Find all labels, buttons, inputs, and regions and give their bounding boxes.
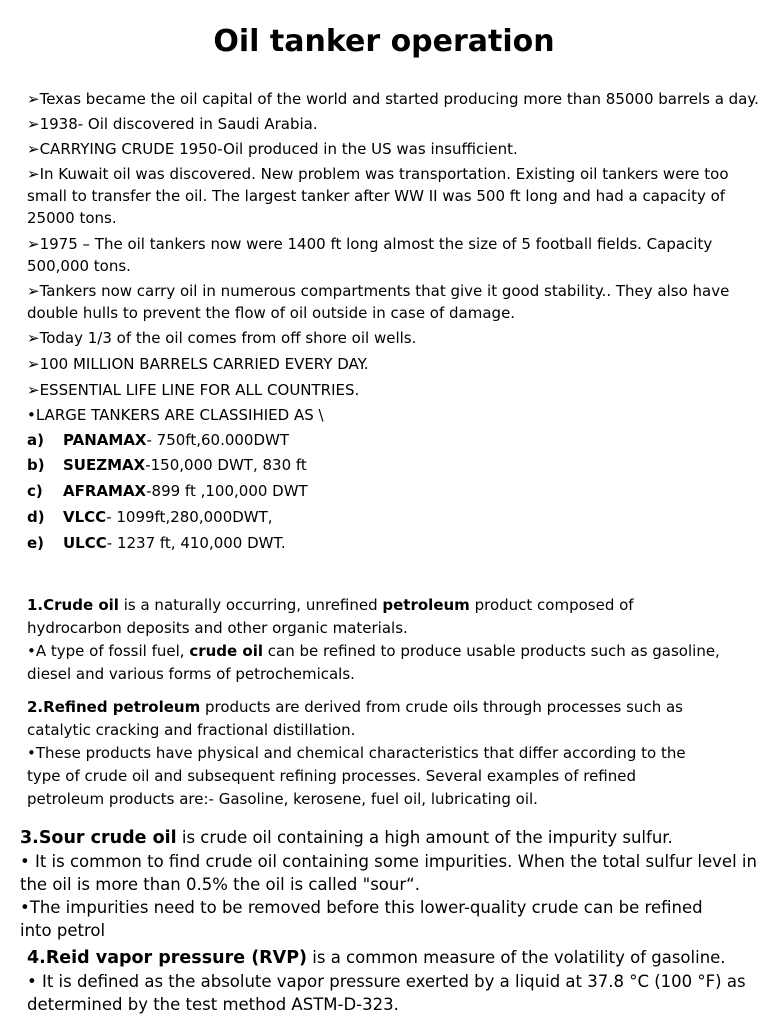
- section-refined-petroleum: [27, 696, 686, 811]
- class-ulcc: [27, 532, 286, 554]
- bullet-life-line: ➢ ESSENTIAL LIFE LINE FOR ALL COUNTRIES.: [27, 379, 359, 401]
- bullet-kuwait-line3: 25000 tons.: [27, 209, 117, 227]
- sour-crude-bullet1-line1: • It is common to find crude oil containing some impurities. When the total sulfur level in: [20, 850, 757, 873]
- class-label: a): [27, 431, 44, 449]
- sour-crude-definition: [20, 826, 757, 850]
- class-aframax: [27, 480, 308, 502]
- bullet-texas: ➢ Texas became the oil capital of the world and started producing more than 85000 barrels a day.: [27, 88, 759, 110]
- class-spec: -899 ft ,100,000 DWT: [146, 482, 308, 500]
- term-petroleum: petroleum: [382, 596, 470, 614]
- bullet-text-end: can be refined to produce usable products such as gasoline,: [263, 642, 720, 660]
- crude-oil-bullet-line2: diesel and various forms of petrochemicals.: [27, 665, 355, 683]
- class-spec: - 1237 ft, 410,000 DWT.: [106, 534, 286, 552]
- bullet-million-barrels: ➢ 100 MILLION BARRELS CARRIED EVERY DAY.: [27, 353, 368, 375]
- term-refined-petroleum: Refined petroleum: [43, 698, 201, 716]
- class-suezmax: [27, 454, 307, 476]
- class-spec: - 1099ft,280,000DWT,: [106, 508, 273, 526]
- class-spec: - 750ft,60.000DWT: [146, 431, 290, 449]
- class-panamax: [27, 429, 289, 451]
- rvp-bullet-line2: determined by the test method ASTM-D-323.: [27, 995, 399, 1014]
- bullet-kuwait: [27, 163, 729, 229]
- class-label: e): [27, 534, 45, 552]
- bullet-1975: [27, 233, 712, 277]
- bullet-compartments: [27, 280, 729, 324]
- rvp-definition: [27, 946, 746, 970]
- bullet-1975-line1: ➢ 1975 – The oil tankers now were 1400 ft long almost the size of 5 football fields. Capacity: [27, 233, 712, 255]
- class-name: PANAMAX: [63, 431, 147, 449]
- class-name: ULCC: [63, 534, 107, 552]
- class-vlcc: [27, 506, 273, 528]
- section-crude-oil: [27, 594, 720, 686]
- rvp-bullet-line1: • It is defined as the absolute vapor pressure exerted by a liquid at 37.8 °C (100 °F) as: [27, 970, 746, 993]
- section-number: 2.: [27, 698, 44, 716]
- term-crude-oil-inline: crude oil: [189, 642, 264, 660]
- classes-heading: • LARGE TANKERS ARE CLASSIHIED AS \: [27, 404, 324, 426]
- definition-text: is a naturally occurring, unrefined: [118, 596, 383, 614]
- sour-crude-bullet2-line1: • The impurities need to be removed before this lower-quality crude can be refined: [20, 896, 757, 919]
- class-spec: -150,000 DWT, 830 ft: [145, 456, 307, 474]
- term-sour-crude-oil: Sour crude oil: [38, 828, 177, 848]
- section-reid-vapor-pressure: [27, 946, 746, 1016]
- crude-oil-definition: [27, 594, 720, 617]
- term-crude-oil: Crude oil: [43, 596, 119, 614]
- definition-text: is crude oil containing a high amount of the impurity sulfur.: [176, 828, 673, 847]
- refined-petroleum-bullet-line3: petroleum products are:- Gasoline, kerosene, fuel oil, lubricating oil.: [27, 790, 538, 808]
- bullet-kuwait-line2: small to transfer the oil. The largest tanker after WW II was 500 ft long and had a capacity of: [27, 187, 726, 205]
- class-label: c): [27, 482, 43, 500]
- bullet-offshore: ➢ Today 1/3 of the oil comes from off shore oil wells.: [27, 327, 416, 349]
- definition-text: is a common measure of the volatility of gasoline.: [307, 948, 726, 967]
- section-sour-crude-oil: [20, 826, 757, 942]
- section-number: 1.: [27, 596, 44, 614]
- bullet-carrying-crude: ➢ CARRYING CRUDE 1950-Oil produced in the US was insufficient.: [27, 138, 518, 160]
- sour-crude-bullet1-line2: the oil is more than 0.5% the oil is called "sour“.: [20, 875, 420, 894]
- bullet-compartments-line1: ➢ Tankers now carry oil in numerous compartments that give it good stability.. They also have: [27, 280, 729, 302]
- bullet-1975-line2: 500,000 tons.: [27, 257, 131, 275]
- sour-crude-bullet2-line2: into petrol: [20, 921, 106, 940]
- refined-petroleum-bullet-line2: type of crude oil and subsequent refining processes. Several examples of refined: [27, 767, 637, 785]
- page-title: Oil tanker operation: [213, 24, 555, 59]
- section-number: 3.: [20, 828, 39, 848]
- definition-text-end: product composed of: [469, 596, 634, 614]
- bullet-compartments-line2: double hulls to prevent the flow of oil outside in case of damage.: [27, 304, 516, 322]
- section-number: 4.: [27, 948, 46, 968]
- crude-oil-bullet: [27, 640, 720, 663]
- class-label: b): [27, 456, 45, 474]
- refined-petroleum-bullet-line1: • These products have physical and chemical characteristics that differ according to the: [27, 742, 686, 765]
- crude-oil-definition-line2: hydrocarbon deposits and other organic materials.: [27, 619, 408, 637]
- term-rvp: Reid vapor pressure (RVP): [45, 948, 308, 968]
- bullet-saudi: ➢ 1938- Oil discovered in Saudi Arabia.: [27, 113, 318, 135]
- class-label: d): [27, 508, 45, 526]
- refined-petroleum-definition: [27, 696, 686, 719]
- bullet-kuwait-line1: ➢ In Kuwait oil was discovered. New problem was transportation. Existing oil tankers were too: [27, 163, 729, 185]
- refined-petroleum-definition-line2: catalytic cracking and fractional distillation.: [27, 721, 356, 739]
- bullet-text: A type of fossil fuel,: [35, 642, 190, 660]
- definition-text: products are derived from crude oils through processes such as: [200, 698, 683, 716]
- class-name: AFRAMAX: [63, 482, 147, 500]
- class-name: SUEZMAX: [63, 456, 146, 474]
- class-name: VLCC: [63, 508, 107, 526]
